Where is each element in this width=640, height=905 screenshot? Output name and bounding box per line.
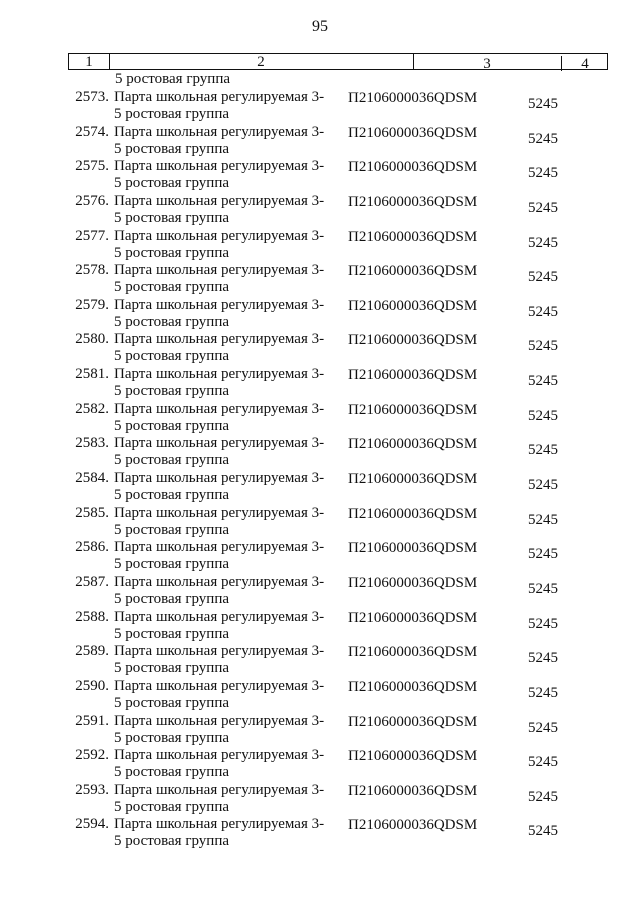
row-item-name-line2: 5 ростовая группа — [114, 452, 229, 469]
row-item-name — [114, 609, 344, 643]
row-number: 2589. — [75, 643, 109, 660]
row-item-name — [114, 193, 344, 227]
table-row — [0, 228, 640, 263]
row-item-name — [114, 816, 344, 850]
table-header — [68, 53, 608, 70]
row-quantity: 5245 — [528, 615, 558, 632]
row-item-name — [114, 124, 344, 158]
row-number: 2581. — [75, 366, 109, 383]
row-item-name — [114, 331, 344, 365]
row-item-name — [114, 435, 344, 469]
row-quantity: 5245 — [528, 407, 558, 424]
row-code: П2106000036QDSM — [348, 609, 478, 626]
row-item-name-line1: Парта школьная регулируемая 3- — [114, 539, 325, 556]
row-quantity: 5245 — [528, 754, 558, 771]
table-row — [0, 262, 640, 297]
row-item-name — [114, 678, 344, 712]
row-quantity: 5245 — [528, 199, 558, 216]
row-item-name-line2: 5 ростовая группа — [114, 487, 229, 504]
row-quantity: 5245 — [528, 684, 558, 701]
row-number: 2590. — [75, 677, 109, 694]
row-item-name-line1: Парта школьная регулируемая 3- — [114, 816, 325, 833]
table-row — [0, 643, 640, 678]
row-item-name — [114, 158, 344, 192]
row-item-name — [114, 782, 344, 816]
row-number: 2591. — [75, 712, 109, 729]
row-number: 2573. — [75, 89, 109, 105]
row-quantity: 5245 — [528, 580, 558, 597]
row-item-name — [114, 297, 344, 331]
row-item-name-line1: Парта школьная регулируемая 3- — [114, 781, 325, 798]
row-quantity: 5245 — [528, 96, 558, 112]
row-item-name — [114, 366, 344, 400]
row-code: П2106000036QDSM — [348, 574, 478, 591]
row-code: П2106000036QDSM — [348, 782, 478, 799]
row-item-name — [114, 574, 344, 608]
row-item-name-line2: 5 ростовая группа — [114, 521, 229, 538]
row-item-name-line2: 5 ростовая группа — [114, 660, 229, 677]
row-item-name — [114, 470, 344, 504]
row-item-name — [114, 505, 344, 539]
row-item-name-line2: 5 ростовая группа — [114, 383, 229, 400]
row-item-name-line2: 5 ростовая группа — [114, 590, 229, 607]
row-number: 2577. — [75, 227, 109, 244]
row-item-name-line2: 5 ростовая группа — [114, 244, 229, 261]
row-code: П2106000036QDSM — [348, 263, 478, 280]
table-row — [0, 297, 640, 332]
row-code: П2106000036QDSM — [348, 124, 478, 141]
row-number: 2579. — [75, 296, 109, 313]
table-row — [0, 816, 640, 851]
table-row — [0, 747, 640, 782]
row-quantity: 5245 — [528, 373, 558, 390]
row-quantity: 5245 — [528, 269, 558, 286]
table-row — [0, 574, 640, 609]
row-number: 2588. — [75, 608, 109, 625]
table-row — [0, 609, 640, 644]
row-code: П2106000036QDSM — [348, 401, 478, 418]
row-item-name — [114, 539, 344, 573]
row-code: П2106000036QDSM — [348, 90, 478, 106]
row-quantity: 5245 — [528, 823, 558, 840]
row-code: П2106000036QDSM — [348, 540, 478, 557]
row-number: 2578. — [75, 262, 109, 279]
row-item-name — [114, 228, 344, 262]
row-item-name — [114, 401, 344, 435]
row-number: 2587. — [75, 573, 109, 590]
row-item-name-line2: 5 ростовая группа — [114, 209, 229, 226]
row-quantity: 5245 — [528, 442, 558, 459]
row-code: П2106000036QDSM — [348, 228, 478, 245]
row-code: П2106000036QDSM — [348, 367, 478, 384]
row-item-name-line1: Парта школьная регулируемая 3- — [114, 643, 325, 660]
table-row — [0, 713, 640, 748]
row-code: П2106000036QDSM — [348, 297, 478, 314]
row-quantity: 5245 — [528, 338, 558, 355]
table-row — [0, 158, 640, 193]
row-item-name-line2: 5 ростовая группа — [114, 313, 229, 330]
row-number: 2592. — [75, 747, 109, 764]
row-number: 2580. — [75, 331, 109, 348]
row-item-name-line1: Парта школьная регулируемая 3- — [114, 192, 325, 209]
row-item-name-line1: Парта школьная регулируемая 3- — [114, 747, 325, 764]
row-number: 2584. — [75, 470, 109, 487]
header-col-3: 3 — [413, 56, 562, 71]
row-item-name-line1: Парта школьная регулируемая 3- — [114, 573, 325, 590]
row-code: П2106000036QDSM — [348, 332, 478, 349]
table-row — [0, 366, 640, 401]
row-number: 2576. — [75, 192, 109, 209]
row-item-name-line1: Парта школьная регулируемая 3- — [114, 123, 325, 140]
row-code: П2106000036QDSM — [348, 436, 478, 453]
row-quantity: 5245 — [528, 130, 558, 147]
row-item-name-line1: Парта школьная регулируемая 3- — [114, 89, 325, 105]
row-quantity: 5245 — [528, 650, 558, 667]
row-item-name-line2: 5 ростовая группа — [114, 729, 229, 746]
row-code: П2106000036QDSM — [348, 159, 478, 176]
row-item-name — [114, 747, 344, 781]
table-row — [0, 193, 640, 228]
row-quantity: 5245 — [528, 719, 558, 736]
row-code: П2106000036QDSM — [348, 644, 478, 661]
row-item-name-line2: 5 ростовая группа — [114, 417, 229, 434]
row-number: 2585. — [75, 504, 109, 521]
row-item-name-line2: 5 ростовая группа — [114, 694, 229, 711]
row-code: П2106000036QDSM — [348, 678, 478, 695]
row-item-name-line1: Парта школьная регулируемая 3- — [114, 435, 325, 452]
row-code: П2106000036QDSM — [348, 193, 478, 210]
table-row — [0, 678, 640, 713]
row-quantity: 5245 — [528, 477, 558, 494]
table-body — [0, 89, 640, 851]
row-item-name-line2: 5 ростовая группа — [114, 140, 229, 157]
row-item-name — [114, 713, 344, 747]
row-item-name-line2: 5 ростовая группа — [114, 798, 229, 815]
row-item-name-line2: 5 ростовая группа — [114, 764, 229, 781]
table-row — [0, 470, 640, 505]
row-quantity: 5245 — [528, 788, 558, 805]
row-item-name — [114, 89, 344, 123]
table-row — [0, 782, 640, 817]
table-row — [0, 331, 640, 366]
row-code: П2106000036QDSM — [348, 817, 478, 834]
row-number: 2583. — [75, 435, 109, 452]
table-row — [0, 435, 640, 470]
row-number: 2593. — [75, 781, 109, 798]
row-quantity: 5245 — [528, 165, 558, 182]
row-item-name-line1: Парта школьная регулируемая 3- — [114, 470, 325, 487]
table-row — [0, 539, 640, 574]
carryover-text: 5 ростовая группа — [115, 71, 230, 87]
row-quantity: 5245 — [528, 511, 558, 528]
row-number: 2575. — [75, 158, 109, 175]
row-number: 2574. — [75, 123, 109, 140]
row-item-name — [114, 262, 344, 296]
header-col-4: 4 — [581, 56, 589, 72]
table-row — [0, 401, 640, 436]
row-number: 2582. — [75, 400, 109, 417]
table-row — [0, 89, 640, 124]
row-item-name-line1: Парта школьная регулируемая 3- — [114, 366, 325, 383]
row-item-name-line2: 5 ростовая группа — [114, 556, 229, 573]
row-number: 2594. — [75, 816, 109, 833]
row-item-name-line2: 5 ростовая группа — [114, 106, 229, 122]
row-item-name-line1: Парта школьная регулируемая 3- — [114, 262, 325, 279]
header-col-1: 1 — [69, 54, 110, 69]
row-code: П2106000036QDSM — [348, 713, 478, 730]
row-item-name-line1: Парта школьная регулируемая 3- — [114, 227, 325, 244]
row-quantity: 5245 — [528, 234, 558, 251]
row-item-name-line1: Парта школьная регулируемая 3- — [114, 158, 325, 175]
row-code: П2106000036QDSM — [348, 471, 478, 488]
row-item-name-line2: 5 ростовая группа — [114, 833, 229, 850]
row-item-name-line1: Парта школьная регулируемая 3- — [114, 712, 325, 729]
row-item-name-line1: Парта школьная регулируемая 3- — [114, 504, 325, 521]
page-number: 95 — [312, 18, 328, 35]
row-item-name-line2: 5 ростовая группа — [114, 348, 229, 365]
row-code: П2106000036QDSM — [348, 505, 478, 522]
row-item-name-line2: 5 ростовая группа — [114, 625, 229, 642]
header-col-2: 2 — [109, 54, 414, 69]
row-item-name-line1: Парта школьная регулируемая 3- — [114, 400, 325, 417]
row-quantity: 5245 — [528, 303, 558, 320]
row-number: 2586. — [75, 539, 109, 556]
row-item-name-line1: Парта школьная регулируемая 3- — [114, 296, 325, 313]
table-row — [0, 124, 640, 159]
row-item-name-line2: 5 ростовая группа — [114, 175, 229, 192]
row-item-name-line2: 5 ростовая группа — [114, 279, 229, 296]
row-quantity: 5245 — [528, 546, 558, 563]
row-item-name-line1: Парта школьная регулируемая 3- — [114, 677, 325, 694]
row-item-name-line1: Парта школьная регулируемая 3- — [114, 608, 325, 625]
row-item-name-line1: Парта школьная регулируемая 3- — [114, 331, 325, 348]
row-code: П2106000036QDSM — [348, 748, 478, 765]
table-row — [0, 505, 640, 540]
row-item-name — [114, 643, 344, 677]
